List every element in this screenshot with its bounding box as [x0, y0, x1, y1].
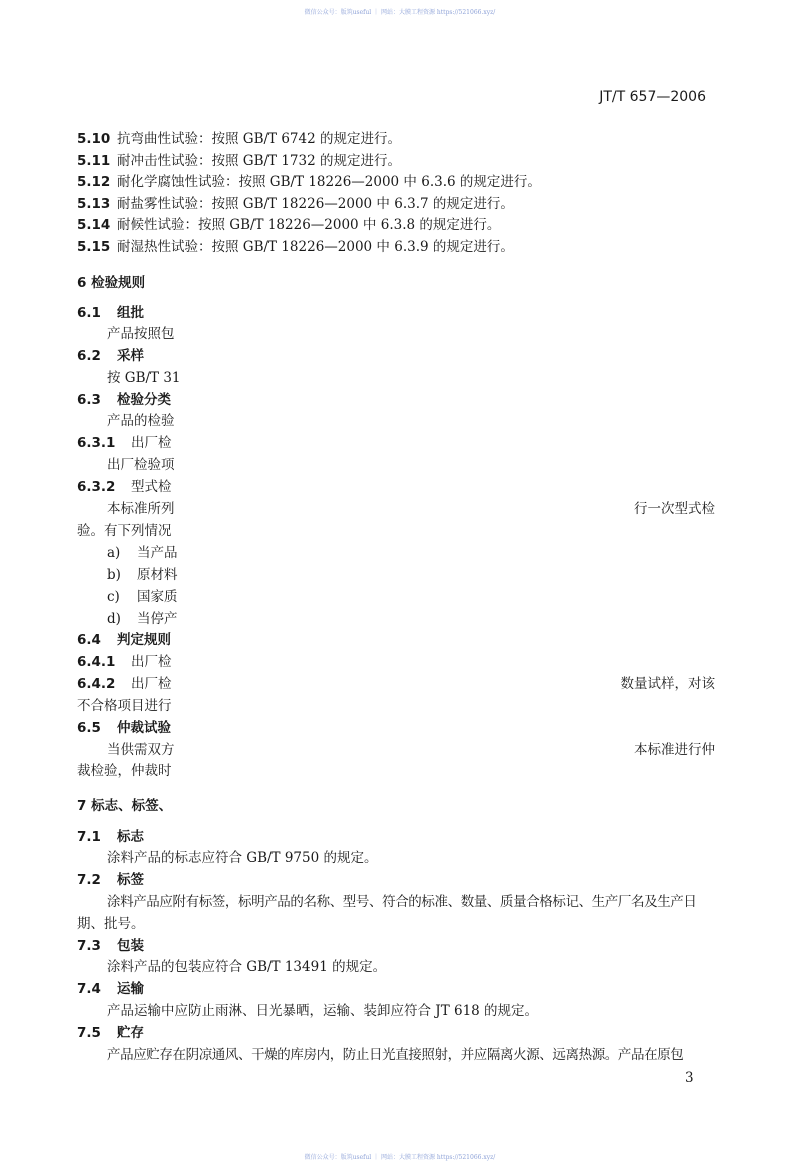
clause-6-3-2-cont: 验。有下列情况	[77, 523, 172, 539]
clause-6-3-2: 6.3.2 型式检	[77, 479, 172, 495]
clause-5-14: 5.14 耐候性试验：按照 GB/T 18226—2000 中 6.3.8 的规定进行。	[77, 217, 501, 234]
list-item: a) 当产品	[107, 545, 178, 561]
clause-6-3-body: 产品的检验	[107, 413, 175, 429]
section-7-title: 7 标志、标签、	[77, 798, 173, 814]
clause-5-10: 5.10 抗弯曲性试验：按照 GB/T 6742 的规定进行。	[77, 131, 401, 147]
clause-7-3-body: 涂料产品的包装应符合 GB/T 13491 的规定。	[107, 959, 387, 975]
clause-6-2: 6.2 采样	[77, 348, 144, 364]
clause-7-4: 7.4 运输	[77, 981, 144, 997]
clause-6-4-2: 6.4.2 出厂检	[77, 676, 172, 692]
clause-7-2-cont: 期、批号。	[77, 916, 145, 932]
clause-6-4-2-cont: 不合格项目进行	[77, 698, 172, 714]
clause-7-1-body: 涂料产品的标志应符合 GB/T 9750 的规定。	[107, 850, 378, 866]
clause-7-2: 7.2 标签	[77, 872, 144, 888]
watermark-top: 微信公众号：版筑useful ｜ 网站：大膜工程资源 https://521066.xyz/	[304, 9, 496, 16]
list-item: d) 当停产	[107, 611, 178, 627]
clause-7-4-body: 产品运输中应防止雨淋、日光暴晒，运输、装卸应符合 JT 618 的规定。	[107, 1003, 539, 1019]
clause-5-11: 5.11 耐冲击性试验：按照 GB/T 1732 的规定进行。	[77, 152, 401, 169]
clause-6-3-2-body-end: 行一次型式检	[634, 501, 715, 517]
clause-7-2-body: 涂料产品应附有标签，标明产品的名称、型号、符合的标准、数量、质量合格标记、生产厂名及生产日	[107, 894, 697, 910]
clause-6-5: 6.5 仲裁试验	[77, 720, 171, 736]
document-code: JT/T 657—2006	[599, 89, 706, 105]
clause-7-1: 7.1 标志	[77, 829, 144, 845]
clause-6-5-body: 当供需双方	[107, 742, 175, 758]
clause-6-3-1: 6.3.1 出厂检	[77, 435, 172, 451]
clause-6-1: 6.1 组批	[77, 305, 144, 321]
page-number: 3	[685, 1070, 694, 1086]
clause-6-3: 6.3 检验分类	[77, 392, 171, 408]
clause-6-5-cont: 裁检验，仲裁时	[77, 763, 172, 779]
clause-6-1-body: 产品按照包	[107, 326, 175, 342]
clause-7-3: 7.3 包装	[77, 938, 144, 954]
clause-5-15: 5.15 耐湿热性试验：按照 GB/T 18226—2000 中 6.3.9 的规定进行。	[77, 239, 514, 255]
clause-6-5-body-end: 本标准进行仲	[634, 742, 715, 758]
clause-5-13: 5.13 耐盐雾性试验：按照 GB/T 18226—2000 中 6.3.7 的规定进行。	[77, 195, 514, 212]
watermark-bottom: 微信公众号：版筑useful ｜ 网站：大膜工程资源 https://521066.xyz/	[304, 1154, 496, 1161]
clause-6-3-2-body: 本标准所列	[107, 501, 175, 517]
clause-6-4-1: 6.4.1 出厂检	[77, 654, 172, 670]
clause-7-5-body: 产品应贮存在阴凉通风、干燥的库房内，防止日光直接照射，并应隔离火源、远离热源。产品在原包	[107, 1047, 684, 1063]
clause-6-3-1-body: 出厂检验项	[107, 457, 175, 473]
clause-5-12: 5.12 耐化学腐蚀性试验：按照 GB/T 18226—2000 中 6.3.6 的规定进行。	[77, 174, 541, 191]
clause-6-2-body: 按 GB/T 31	[107, 370, 181, 386]
list-item: c) 国家质	[107, 589, 178, 605]
clause-7-5: 7.5 贮存	[77, 1025, 144, 1041]
clause-6-4-2-end: 数量试样，对该	[620, 676, 715, 692]
section-6-title: 6 检验规则	[77, 275, 146, 291]
list-item: b) 原材料	[107, 567, 178, 583]
clause-6-4: 6.4 判定规则	[77, 632, 171, 648]
